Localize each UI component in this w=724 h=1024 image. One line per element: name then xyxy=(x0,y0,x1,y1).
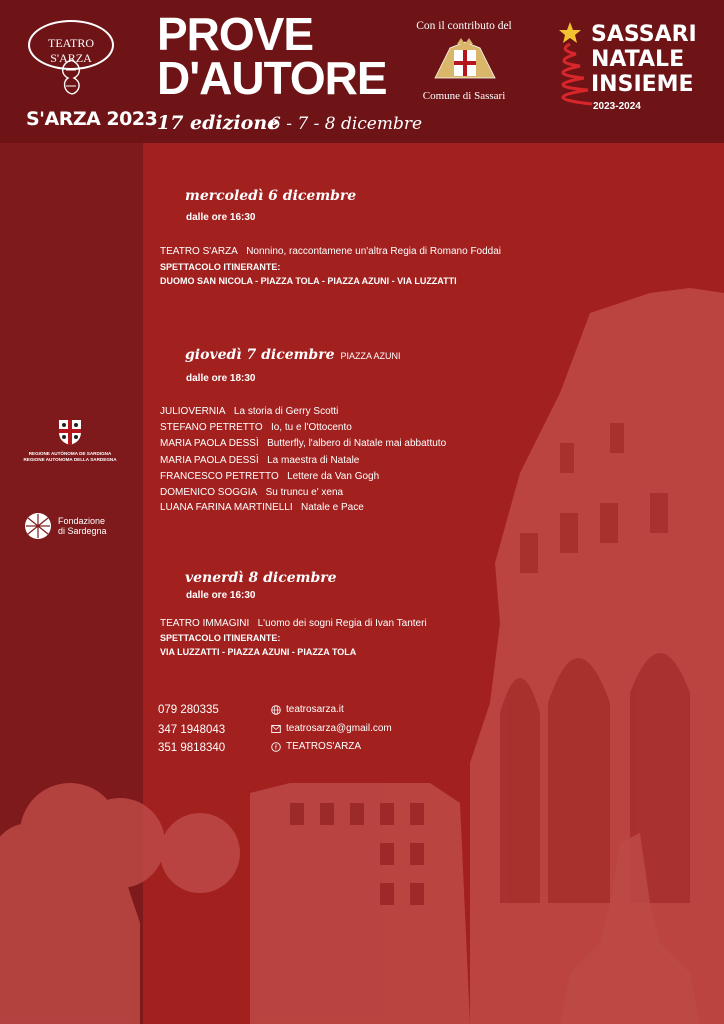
day-heading: venerdì 8 dicembre xyxy=(185,570,337,586)
performance-title: Nonnino, raccontamene un'altra Regia di Romano Foddai xyxy=(246,246,502,257)
performer-name: MARIA PAOLA DESSÌ xyxy=(160,438,259,449)
day-time: dalle ore 18:30 xyxy=(186,373,256,384)
title-line1: PROVE xyxy=(157,8,314,60)
fondazione-sardegna-logo xyxy=(24,512,107,545)
regione-sardegna-logo xyxy=(20,416,120,463)
performer-name: FRANCESCO PETRETTO xyxy=(160,471,279,482)
performance-title: Butterfly, l'albero di Natale mai abbattuto xyxy=(267,438,447,449)
performance-title: L'uomo dei sogni Regia di Ivan Tanteri xyxy=(257,618,427,629)
program-item xyxy=(160,406,338,417)
program-item xyxy=(160,438,446,449)
phone-number[interactable]: 347 1948043 xyxy=(158,724,226,736)
fondazione-text xyxy=(58,516,107,536)
itinerant-label: SPETTACOLO ITINERANTE: xyxy=(160,633,281,643)
regione-crest-icon xyxy=(56,416,84,446)
sassari-crest-icon xyxy=(430,38,500,86)
social-icon xyxy=(271,742,281,752)
page-title xyxy=(157,8,387,104)
christmas-tree-icon xyxy=(536,18,596,114)
festival-dates: 6 - 7 - 8 dicembre xyxy=(270,114,423,134)
edition-label: 17 edizione xyxy=(157,112,280,134)
globe-icon xyxy=(271,705,281,715)
comune-label: Comune di Sassari xyxy=(422,90,506,102)
performance-title: La storia di Gerry Scotti xyxy=(233,406,339,417)
snn-years: 2023-2024 xyxy=(593,101,641,112)
fondazione-line2: di Sardegna xyxy=(58,526,107,536)
day-time: dalle ore 16:30 xyxy=(186,212,256,223)
program-item xyxy=(160,487,343,498)
performance-title: Su truncu e' xena xyxy=(265,487,344,498)
sassari-natale-insieme-logo xyxy=(591,22,697,97)
region-line2: REGIONE AUTONOMA DELLA SARDEGNA xyxy=(23,457,117,462)
performance-title: Lettere da Van Gogh xyxy=(287,471,380,482)
snn-line3: INSIEME xyxy=(591,72,694,97)
day-heading-text: giovedì 7 dicembre xyxy=(185,347,335,363)
program-item xyxy=(160,502,364,513)
performer-name: JULIOVERNIA xyxy=(160,406,226,417)
phone-number[interactable]: 351 9818340 xyxy=(158,742,226,754)
svg-text:f: f xyxy=(274,743,278,752)
performance-title: Natale e Pace xyxy=(300,502,364,513)
email-link[interactable]: teatrosarza@gmail.com xyxy=(286,723,392,734)
day-heading: mercoledì 6 dicembre xyxy=(185,188,357,204)
website-link[interactable]: teatrosarza.it xyxy=(286,704,344,715)
performer-name: TEATRO S'ARZA xyxy=(160,246,238,257)
itinerant-route: VIA LUZZATTI - PIAZZA AZUNI - PIAZZA TOLA xyxy=(160,647,357,657)
snn-line2: NATALE xyxy=(591,47,685,72)
performer-name: TEATRO IMMAGINI xyxy=(160,618,250,629)
program-item xyxy=(160,246,501,257)
sarza-year: S'ARZA 2023 xyxy=(26,108,158,130)
performer-name: MARIA PAOLA DESSÌ xyxy=(160,455,259,466)
program-item xyxy=(160,455,359,466)
day-place: PIAZZA AZUNI xyxy=(340,351,401,361)
itinerant-label: SPETTACOLO ITINERANTE: xyxy=(160,262,281,272)
performance-title: Io, tu e l'Ottocento xyxy=(270,422,352,433)
program-item xyxy=(160,471,379,482)
program-item xyxy=(160,422,352,433)
contribution-label: Con il contributo del xyxy=(416,20,512,32)
fondazione-line1: Fondazione xyxy=(58,516,106,526)
dragon-icon xyxy=(56,58,86,96)
performance-title: La maestra di Natale xyxy=(267,455,360,466)
title-line2: D'AUTORE xyxy=(157,52,387,104)
logo-text: TEATRO S'ARZA xyxy=(48,36,94,65)
program-item xyxy=(160,618,427,629)
email-icon xyxy=(271,724,281,734)
phone-number[interactable]: 079 280335 xyxy=(158,704,219,716)
day-heading xyxy=(185,347,401,363)
social-handle[interactable]: TEATROS'ARZA xyxy=(286,741,362,752)
itinerant-route: DUOMO SAN NICOLA - PIAZZA TOLA - PIAZZA AZUNI - VIA LUZZATTI xyxy=(160,276,457,286)
performer-name: STEFANO PETRETTO xyxy=(160,422,263,433)
snn-line1: SASSARI xyxy=(591,22,697,47)
fondazione-spiral-icon xyxy=(24,512,52,540)
region-line1: REGIONE AUTÒNOMA DE SARDIGNA xyxy=(28,451,112,456)
day-time: dalle ore 16:30 xyxy=(186,590,256,601)
performer-name: DOMENICO SOGGIA xyxy=(160,487,258,498)
performer-name: LUANA FARINA MARTINELLI xyxy=(160,502,293,513)
